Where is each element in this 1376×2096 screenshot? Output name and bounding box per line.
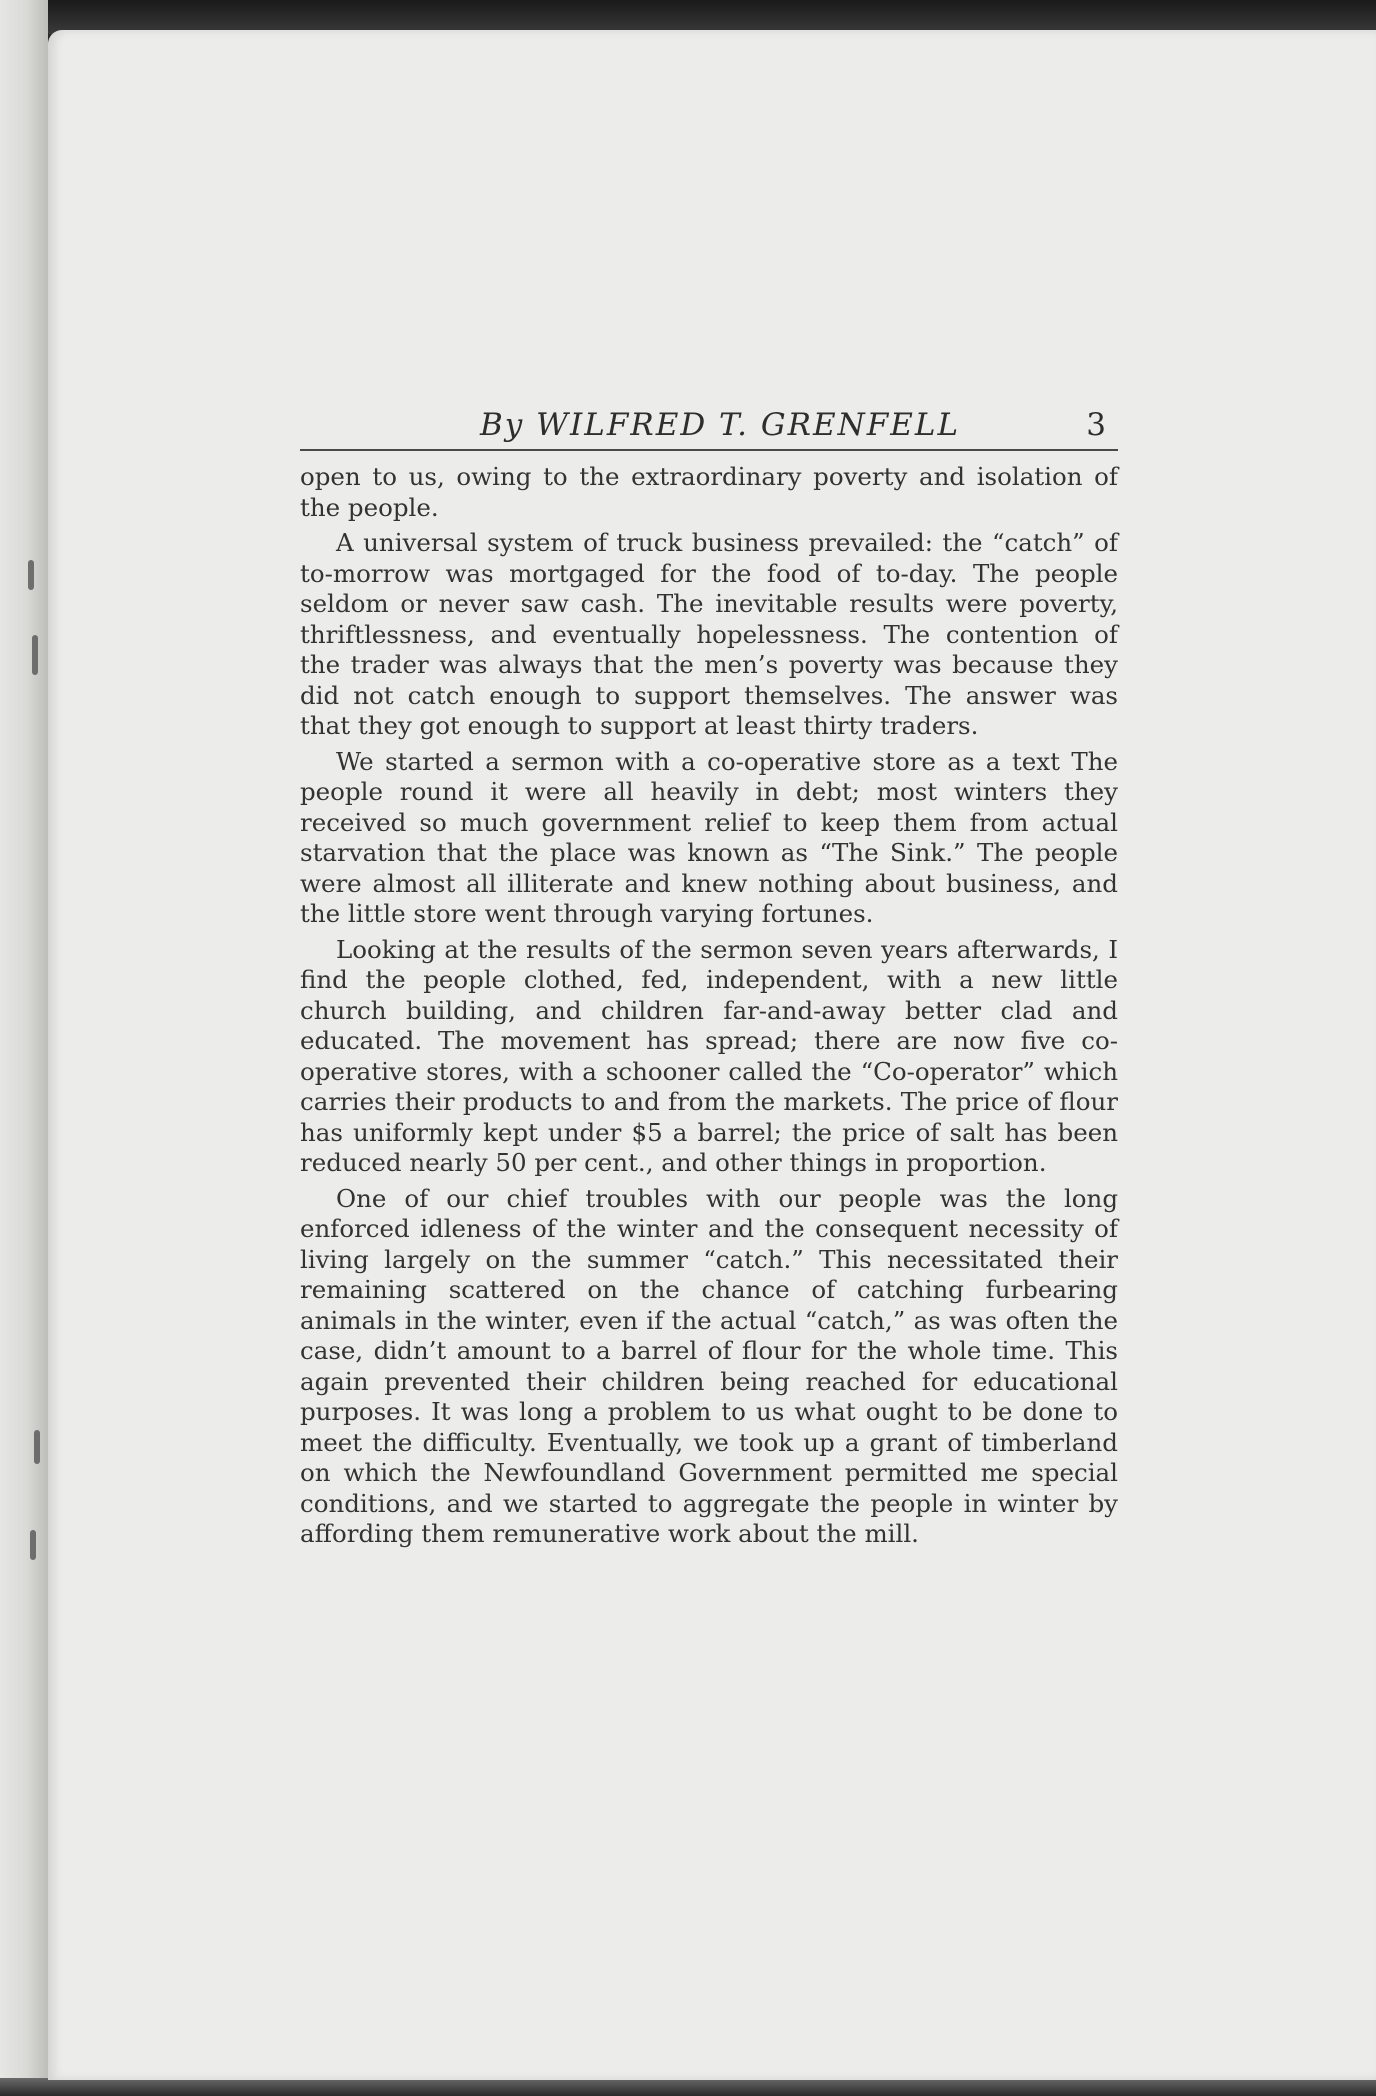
binding-mark bbox=[30, 1530, 36, 1560]
page-number: 3 bbox=[1086, 407, 1106, 443]
paragraph: Looking at the results of the sermon seven years afterwards, I find the people clothed, fed, independent, with a new little church building, and children far-and-away better clad and educated. The movement has spread; there are now five co-operative stores, with a schooner called the “Co-operator” which carries their products to and from the markets. The price of flour has uniformly kept under $5 a barrel; the price of salt has been reduced nearly 50 per cent., and other things in proportion. bbox=[300, 934, 1118, 1177]
paragraph: We started a sermon with a co-operative store as a text The people round it were all heavily in debt; most winters they received so much government relief to keep them from actual starvation that the place was known as “The Sink.” The people were almost all illiterate and knew nothing about business, and the little store went through varying fortunes. bbox=[300, 746, 1118, 928]
scan-left-border bbox=[0, 0, 48, 2096]
body-text bbox=[300, 462, 1118, 1555]
scan-top-border bbox=[0, 0, 1376, 34]
paragraph: A universal system of truck business prevailed: the “catch” of to-morrow was mortgaged for the food of to-day. The people seldom or never saw cash. The inevitable results were poverty, thriftlessness, and eventually hopelessness. The contention of the trader was always that the men’s poverty was because they did not catch enough to support themselves. The answer was that they got enough to support at least thirty traders. bbox=[300, 528, 1118, 740]
binding-mark bbox=[34, 1430, 40, 1464]
paragraph: open to us, owing to the extraordinary poverty and isolation of the people. bbox=[300, 462, 1118, 522]
scan-bottom-border bbox=[0, 2078, 1376, 2096]
binding-mark bbox=[28, 560, 34, 590]
binding-mark bbox=[32, 635, 38, 675]
paragraph: One of our chief troubles with our people was the long enforced idleness of the winter and the consequent necessity of living largely on the summer “catch.” This necessitated their remaining scattered on the chance of catching furbearing animals in the winter, even if the actual “catch,” as was often the case, didn’t amount to a barrel of flour for the whole time. This again prevented their children being reached for educational purposes. It was long a problem to us what ought to be done to meet the difficulty. Eventually, we took up a grant of timberland on which the Newfoundland Government permitted me special conditions, and we started to aggregate the people in winter by affording them remunerative work about the mill. bbox=[300, 1183, 1118, 1548]
running-head-author: By WILFRED T. GRENFELL bbox=[480, 407, 961, 443]
running-head bbox=[300, 405, 1118, 451]
